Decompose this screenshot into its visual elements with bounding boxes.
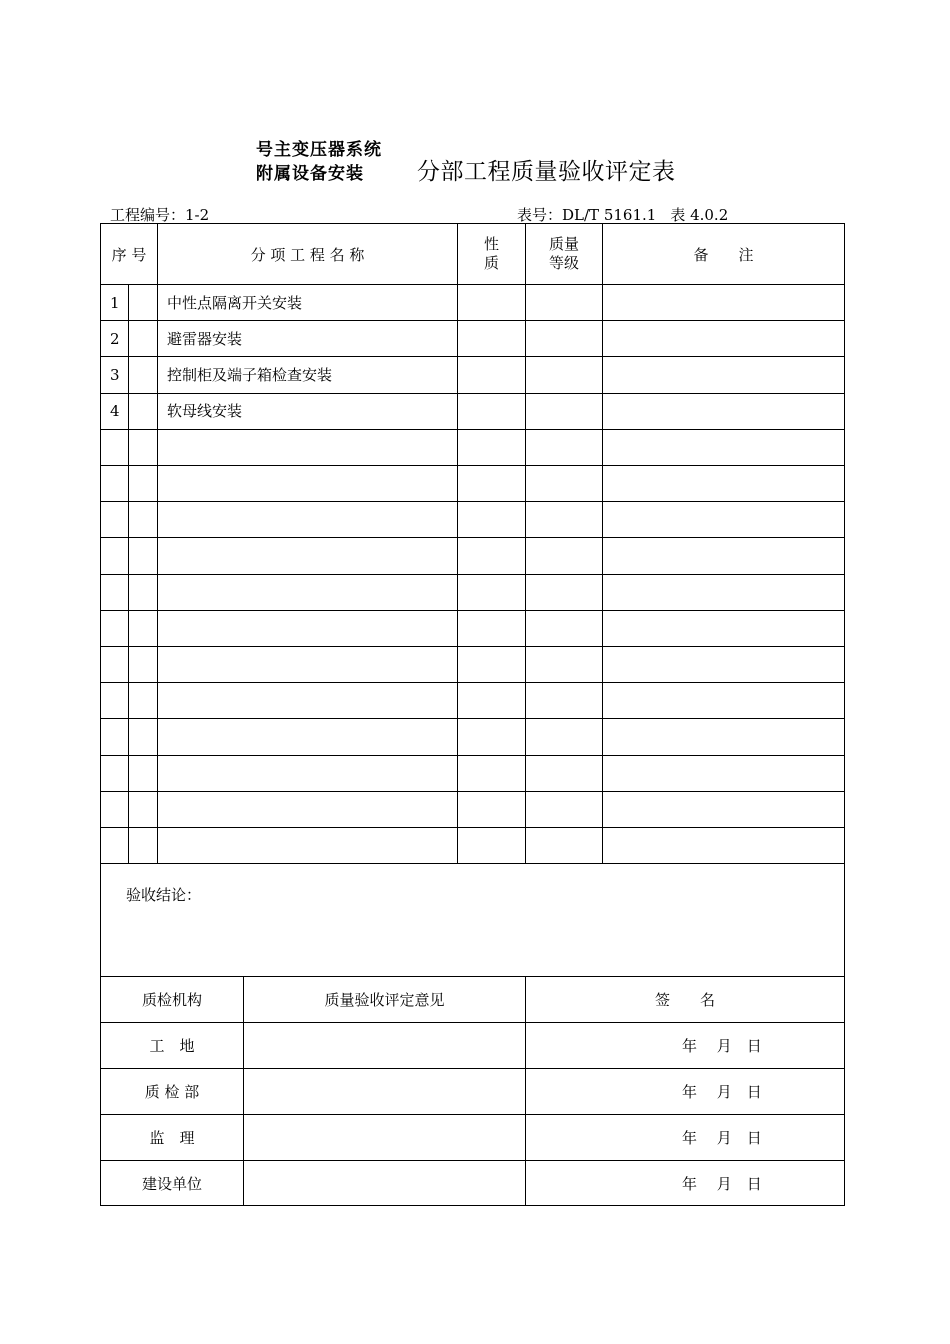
signoff-header-opinion: 质量验收评定意见 xyxy=(324,991,445,1009)
row-name: 软母线安装 xyxy=(167,402,243,420)
signoff-org: 工 地 xyxy=(149,1037,195,1055)
signoff-date: 年 月 日 xyxy=(682,1083,762,1101)
grid-line xyxy=(243,976,244,1206)
row-seq: 3 xyxy=(110,365,120,384)
col-header-seq: 序 号 xyxy=(111,245,147,264)
grid-line xyxy=(100,1160,845,1161)
grid-line xyxy=(100,320,845,321)
col-header-grade-2: 等级 xyxy=(548,254,579,272)
grid-line xyxy=(525,976,526,1206)
row-seq: 1 xyxy=(110,293,120,312)
project-number: 工程编号：1-2 xyxy=(110,206,210,224)
form-number xyxy=(517,204,742,225)
grid-line xyxy=(100,827,845,828)
row-seq: 4 xyxy=(110,401,120,420)
page-title: 分部工程质量验收评定表 xyxy=(417,159,676,185)
grid-line xyxy=(100,356,845,357)
signoff-org: 建设单位 xyxy=(141,1175,202,1193)
grid-line xyxy=(100,791,845,792)
grid-line xyxy=(100,1068,845,1069)
grid-line xyxy=(100,574,845,575)
signoff-date: 年 月 日 xyxy=(682,1175,762,1193)
subtitle-line-2: 附属设备安装 xyxy=(256,164,364,184)
grid-line xyxy=(100,393,845,394)
signoff-org: 监 理 xyxy=(149,1129,195,1147)
grid-line xyxy=(100,610,845,611)
grid-line xyxy=(602,224,603,863)
grid-line xyxy=(157,224,158,863)
col-header-grade-1: 质量 xyxy=(548,235,579,253)
grid-line xyxy=(100,284,845,285)
col-header-remarks: 备 注 xyxy=(693,245,754,264)
signoff-header-org: 质检机构 xyxy=(141,991,202,1009)
grid-line xyxy=(100,429,845,430)
grid-line xyxy=(100,1022,845,1023)
col-header-nature-1: 性 xyxy=(483,235,499,253)
grid-line xyxy=(100,682,845,683)
subtitle xyxy=(256,138,382,186)
grid-line xyxy=(100,537,845,538)
form-code: 表号：DL/T 5161.1 xyxy=(517,206,657,224)
signoff-header-sign: 签 名 xyxy=(654,991,715,1009)
grid-line xyxy=(100,976,845,977)
row-name: 中性点隔离开关安装 xyxy=(167,294,303,312)
signoff-date: 年 月 日 xyxy=(682,1129,762,1147)
grid-line xyxy=(128,284,129,863)
row-name: 控制柜及端子箱检查安装 xyxy=(167,366,333,384)
col-header-grade xyxy=(526,224,602,284)
col-header-nature xyxy=(458,224,525,284)
grid-line xyxy=(100,501,845,502)
grid-line xyxy=(100,863,845,864)
grid-line xyxy=(100,646,845,647)
grid-line xyxy=(100,755,845,756)
col-header-name: 分 项 工 程 名 称 xyxy=(250,245,365,264)
grid-line xyxy=(100,1114,845,1115)
col-header-nature-2: 质 xyxy=(483,254,499,272)
grid-line xyxy=(100,465,845,466)
grid-line xyxy=(525,224,526,863)
grid-line xyxy=(100,718,845,719)
row-seq: 2 xyxy=(110,329,120,348)
signoff-org: 质 检 部 xyxy=(144,1083,200,1101)
table-code: 表 4.0.2 xyxy=(670,206,729,224)
grid-line xyxy=(457,224,458,863)
conclusion-label: 验收结论： xyxy=(126,886,202,904)
signoff-date: 年 月 日 xyxy=(682,1037,762,1055)
subtitle-line-1: 号主变压器系统 xyxy=(256,140,382,160)
row-name: 避雷器安装 xyxy=(167,330,243,348)
